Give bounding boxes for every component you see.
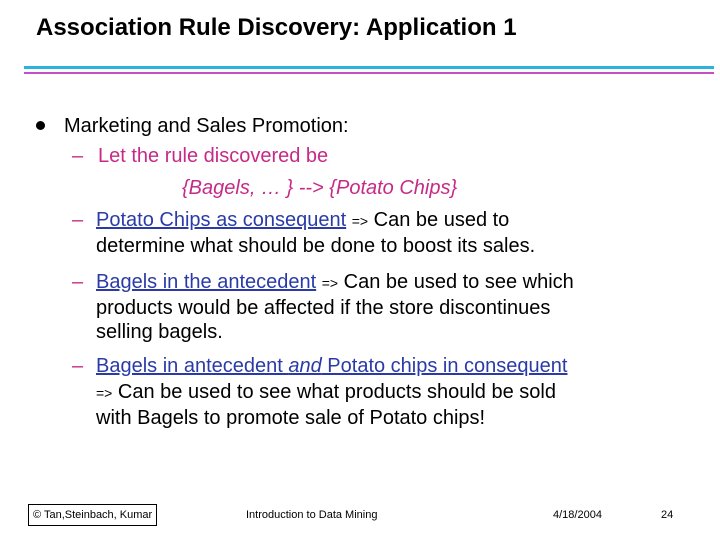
footer-date: 4/18/2004 — [553, 509, 602, 521]
bullet-dot-icon — [36, 121, 45, 130]
sub4-line[interactable] — [96, 354, 567, 378]
arrow-2: => — [351, 213, 369, 229]
arrow-4: => — [96, 385, 113, 401]
sub4-cont: with Bagels to promote sale of Potato chips! — [96, 407, 486, 429]
sub1-text: Let the rule discovered be — [98, 145, 329, 167]
sub4-link-c[interactable]: Potato chips in consequent — [321, 355, 568, 377]
sub4-link-a[interactable]: Bagels in antecedent — [96, 355, 289, 377]
sub3-link[interactable]: Bagels in the antecedent — [96, 271, 317, 293]
arrow-3: => — [321, 275, 339, 291]
sub2-cont: determine what should be done to boost its sales. — [96, 235, 536, 257]
footer-page-number: 24 — [661, 509, 674, 521]
dash-1: – — [72, 145, 84, 167]
sub2-text: Can be used to — [368, 209, 510, 231]
slide-title: Association Rule Discovery: Application 1 — [36, 14, 517, 41]
sub2-line — [96, 208, 509, 233]
sub3-cont2: selling bagels. — [96, 321, 223, 343]
sub4-text: Can be used to see what products should be sold — [112, 381, 556, 403]
bullet-main: Marketing and Sales Promotion: — [64, 115, 349, 137]
sub4-line2 — [96, 380, 556, 405]
dash-3: – — [72, 271, 84, 293]
title-underline-cyan — [24, 66, 714, 69]
sub4-link-b[interactable]: and — [288, 355, 322, 377]
sub1-rule: {Bagels, … } --> {Potato Chips} — [182, 177, 458, 199]
sub3-line — [96, 270, 574, 295]
sub3-cont1: products would be affected if the store discontinues — [96, 297, 551, 319]
title-underline-magenta — [24, 72, 714, 74]
footer-authors: © Tan,Steinbach, Kumar — [28, 504, 157, 526]
footer-course: Introduction to Data Mining — [246, 509, 378, 521]
dash-2: – — [72, 209, 84, 231]
dash-4: – — [72, 355, 84, 377]
sub3-text: Can be used to see which — [338, 271, 574, 293]
sub2-link[interactable]: Potato Chips as consequent — [96, 209, 347, 231]
